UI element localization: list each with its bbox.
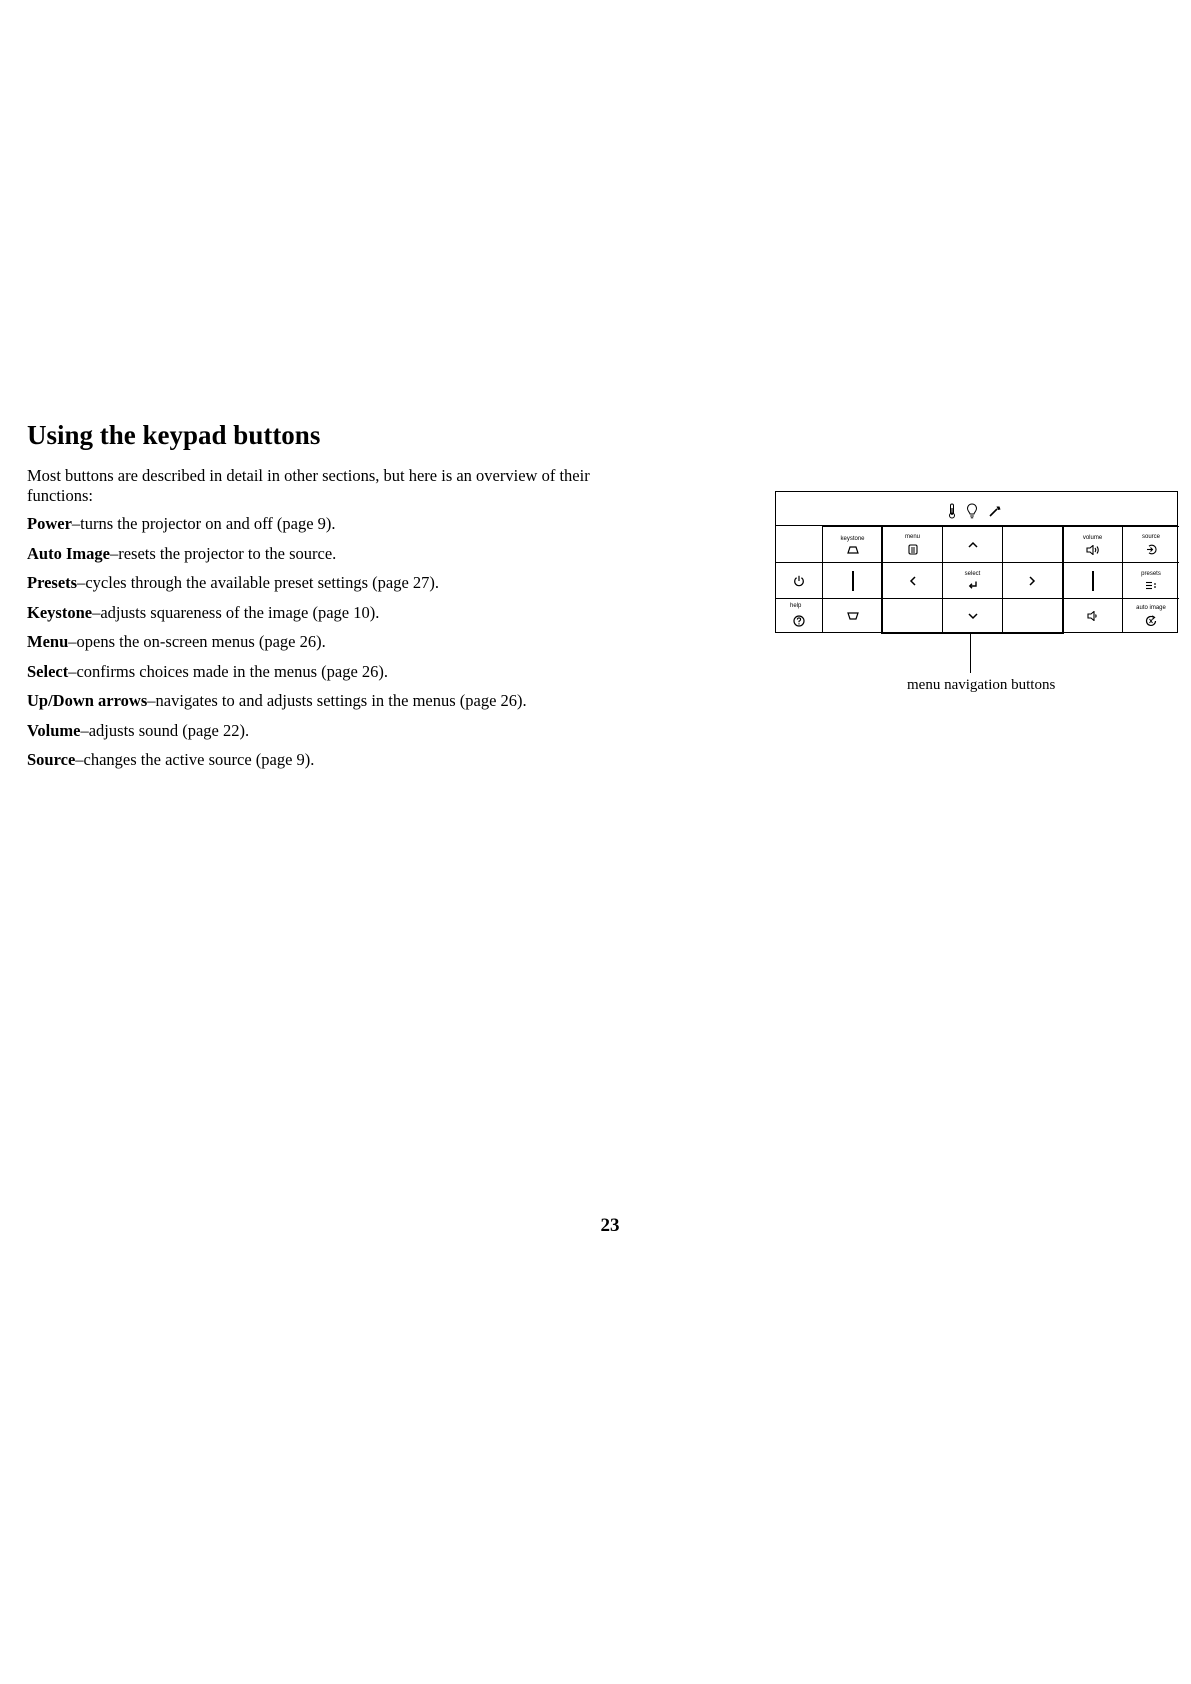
definition-text: –resets the projector to the source. <box>109 543 337 563</box>
presets-label: presets <box>1141 571 1161 577</box>
help-button[interactable] <box>776 598 822 633</box>
chevron-down-icon <box>968 613 978 620</box>
definition-item <box>27 544 527 574</box>
keystone-down-button[interactable] <box>822 598 882 633</box>
definition-term: Keystone <box>27 602 93 622</box>
definition-item <box>27 750 527 780</box>
temperature-icon <box>948 503 956 519</box>
keystone-up-icon <box>847 546 859 554</box>
divider-bar-icon <box>851 571 855 591</box>
chevron-right-icon <box>1029 576 1036 586</box>
definition-text: –adjusts squareness of the image (page 10). <box>92 602 380 622</box>
volume-divider <box>1062 562 1122 598</box>
right-arrow-button[interactable] <box>1002 562 1062 598</box>
definition-term: Menu <box>27 632 69 651</box>
page-number: 23 <box>600 1215 620 1236</box>
definition-item <box>27 662 527 692</box>
enter-icon <box>968 581 978 590</box>
definition-item <box>27 632 527 662</box>
definition-item <box>27 721 527 751</box>
presets-button[interactable] <box>1122 562 1179 598</box>
keystone-down-icon <box>847 612 859 620</box>
power-button[interactable] <box>776 562 822 598</box>
definition-term: Select <box>27 661 69 681</box>
volume-up-button[interactable] <box>1062 526 1122 562</box>
volume-down-icon <box>1087 611 1098 621</box>
help-icon <box>793 615 805 627</box>
intro-paragraph: Most buttons are described in detail in other sections, but here is an overview of their functions: <box>27 466 590 505</box>
definition-text: –turns the projector on and off (page 9). <box>71 514 336 533</box>
wrench-icon <box>988 504 1002 518</box>
presets-icon <box>1145 581 1157 590</box>
definition-item <box>27 573 527 603</box>
definition-text: –confirms choices made in the menus (page 26). <box>68 661 389 681</box>
help-label: help <box>790 603 802 609</box>
source-icon <box>1146 544 1157 555</box>
empty-key <box>882 598 942 633</box>
chevron-up-icon <box>968 541 978 548</box>
indicator-strip <box>776 492 1177 526</box>
definition-text: –navigates to and adjusts settings in the menus (page 26). <box>147 691 527 710</box>
definition-term: Presets <box>27 573 78 592</box>
button-definition-list <box>27 514 527 780</box>
definition-term: Power <box>27 514 72 533</box>
up-arrow-button[interactable] <box>942 526 1002 562</box>
left-arrow-button[interactable] <box>882 562 942 598</box>
indicator-lights <box>948 503 1002 519</box>
volume-up-icon <box>1086 545 1100 555</box>
empty-key <box>1002 526 1062 562</box>
definition-text: –opens the on-screen menus (page 26). <box>68 632 326 651</box>
callout-leader-line <box>970 633 971 673</box>
auto-image-icon <box>1145 615 1157 627</box>
select-button[interactable] <box>942 562 1002 598</box>
callout-caption: menu navigation buttons <box>907 677 1056 693</box>
empty-key <box>1002 598 1062 633</box>
volume-down-button[interactable] <box>1062 598 1122 633</box>
volume-label: volume <box>1082 534 1103 541</box>
auto-image-button[interactable] <box>1122 598 1179 633</box>
chevron-left-icon <box>909 576 916 586</box>
definition-term: Source <box>27 750 76 769</box>
auto-image-label: auto image <box>1136 605 1166 611</box>
definition-term: Volume <box>27 720 81 740</box>
definition-text: –changes the active source (page 9). <box>75 750 315 769</box>
down-arrow-button[interactable] <box>942 598 1002 633</box>
page-title: Using the keypad buttons <box>27 420 321 450</box>
menu-button[interactable] <box>882 526 942 562</box>
divider-bar-icon <box>1091 571 1095 591</box>
definition-text: –cycles through the available preset settings (page 27). <box>77 573 440 592</box>
definition-term: Auto Image <box>27 543 110 563</box>
menu-icon <box>908 544 918 555</box>
definition-item <box>27 514 527 544</box>
source-button[interactable] <box>1122 526 1179 562</box>
keystone-up-button[interactable] <box>822 526 882 562</box>
menu-label: menu <box>904 534 920 540</box>
select-label: select <box>964 571 981 577</box>
definition-term: Up/Down arrows <box>27 691 148 710</box>
definition-text: –adjusts sound (page 22). <box>80 720 250 740</box>
source-label: source <box>1141 534 1160 540</box>
power-icon <box>793 575 805 587</box>
keystone-divider <box>822 562 882 598</box>
keystone-label: keystone <box>840 535 865 542</box>
definition-item <box>27 603 527 633</box>
lamp-icon <box>966 503 978 519</box>
keypad-diagram <box>775 491 1178 633</box>
definition-item <box>27 691 527 721</box>
